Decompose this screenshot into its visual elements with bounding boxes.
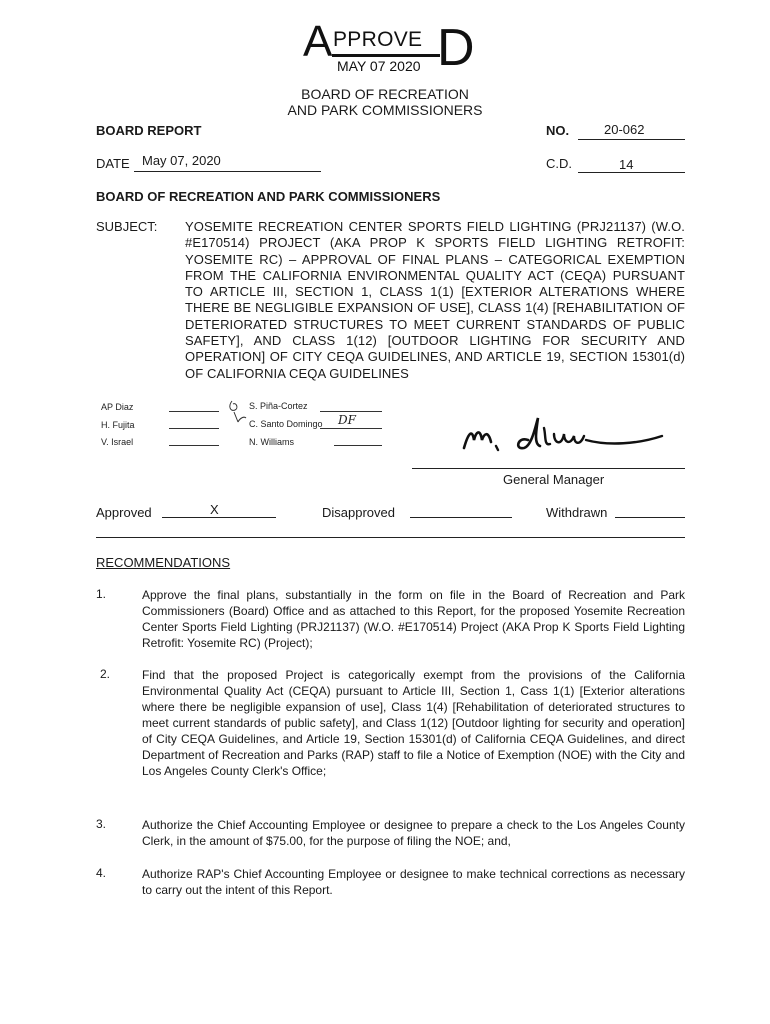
signer-fujita: H. Fujita <box>101 420 135 430</box>
section-divider <box>96 537 685 538</box>
report-number: 20-062 <box>604 122 645 137</box>
signer-diaz: AP Diaz <box>101 402 134 412</box>
stamp-letter-d: D <box>437 19 475 77</box>
initials-mark <box>226 398 250 428</box>
rec-2-text: Find that the proposed Project is categorically exempt from the provisions of the California Environmental Quality Act (CEQA) pursuant to Article III, Section 1, Cass 1(1) [Exterior alterations where there be negligible expansion of use], Class 1(4) [Rehabilitation of deteriorated structures to meet current standards of public safety], and Class 1(12) [Outdoor lighting for security and operation] of City CEQA Guidelines, and Article 19, Section 15301(d) of California CEQA Guidelines, and direct Department of Recreation and Parks (RAP) staff to file a Notice of Exemption (NOE) with the City and Los Angeles County Clerk's Office; <box>142 668 685 778</box>
council-district: 14 <box>619 157 634 172</box>
report-type: BOARD REPORT <box>96 123 202 138</box>
gm-label: General Manager <box>503 472 605 487</box>
approved-label: Approved <box>96 505 152 520</box>
org-line-2: AND PARK COMMISSIONERS <box>287 102 483 118</box>
cd-line <box>578 172 685 173</box>
board-title: BOARD OF RECREATION AND PARK COMMISSIONERS <box>96 189 441 204</box>
gm-signature-line <box>412 468 685 469</box>
date-label: DATE <box>96 156 130 171</box>
rec-3-text: Authorize the Chief Accounting Employee or designee to prepare a check to the Los Angeles County Clerk, in the amount of $75.00, for the purpose of filing the NOE; and, <box>142 818 685 848</box>
rec-2-number: 2. <box>100 667 111 681</box>
report-number-line <box>578 139 685 140</box>
approved-mark: X <box>210 502 219 517</box>
subject-text: YOSEMITE RECREATION CENTER SPORTS FIELD LIGHTING (PRJ21137) (W.O. #E170514) PROJECT (AKA PROP K SPORTS FIELD LIGHTING RETROFIT: YOSEMITE RC) – APPROVAL OF FINAL PLANS – CATEGORICAL EXEMPTION FROM THE CALIFORNIA ENVIRONMENTAL QUALITY ACT (CEQA) PURSUANT TO ARTICLE III, SECTION 1, CLASS 1(1) [EXTERIOR ALTERATIONS WHERE THERE BE NEGLIGIBLE EXPANSION OF USE], CLASS 1(4) [REHABILITATION OF DETERIORATED STRUCTURES TO MEET CURRENT STANDARDS OF PUBLIC SAFETY], AND CLASS 1(12) [OUTDOOR LIGHTING FOR SECURITY AND OPERATION] OF CITY CEQA GUIDELINES, AND ARTICLE 19, SECTION 15301(d) OF CALIFORNIA CEQA GUIDELINES <box>185 219 685 381</box>
sign-line <box>334 445 382 446</box>
rec-1-number: 1. <box>96 587 107 601</box>
report-date: May 07, 2020 <box>142 153 221 168</box>
sign-line <box>320 411 382 412</box>
report-number-label: NO. <box>546 123 570 138</box>
rec-1-text: Approve the final plans, substantially in the form on file in the Board of Recreation and Park Commissioners (Board) Office and as attached to this Report, for the proposed Yosemite Recreation Center Sports Field Lighting (PRJ21137) (W.O. #E170514) Project (AKA Prop K Sports Field Lighting Retrofit: Yosemite RC) (Project); <box>142 588 685 650</box>
sign-line <box>169 428 219 429</box>
signer-pina-cortez: S. Piña-Cortez <box>249 401 308 411</box>
rec-4-number: 4. <box>96 866 107 880</box>
sign-line <box>169 445 219 446</box>
signer-williams: N. Williams <box>249 437 294 447</box>
disapproved-line <box>410 517 512 518</box>
withdrawn-line <box>615 517 685 518</box>
stamp-word: PPROVE <box>333 28 423 51</box>
general-manager-signature <box>458 410 668 460</box>
sign-line <box>320 428 382 429</box>
date-line <box>134 171 321 172</box>
approved-line <box>162 517 276 518</box>
stamp-date: MAY 07 2020 <box>337 58 421 74</box>
signer-israel: V. Israel <box>101 437 134 447</box>
disapproved-label: Disapproved <box>322 505 395 520</box>
rec-4-text: Authorize RAP's Chief Accounting Employee or designee to make technical corrections as necessary to carry out the intent of this Report. <box>142 867 685 897</box>
recommendations-heading: RECOMMENDATIONS <box>96 555 231 570</box>
sign-line <box>169 411 219 412</box>
signer-santo-domingo: C. Santo Domingo <box>249 419 323 429</box>
stamp-letter-a: A <box>303 17 333 66</box>
withdrawn-label: Withdrawn <box>546 505 608 520</box>
stamp-underline <box>332 54 440 57</box>
subject-label: SUBJECT: <box>96 219 158 234</box>
rec-3-number: 3. <box>96 817 107 831</box>
santo-domingo-initials: DF <box>338 413 356 427</box>
cd-label: C.D. <box>546 156 572 171</box>
org-line-1: BOARD OF RECREATION <box>301 86 469 102</box>
